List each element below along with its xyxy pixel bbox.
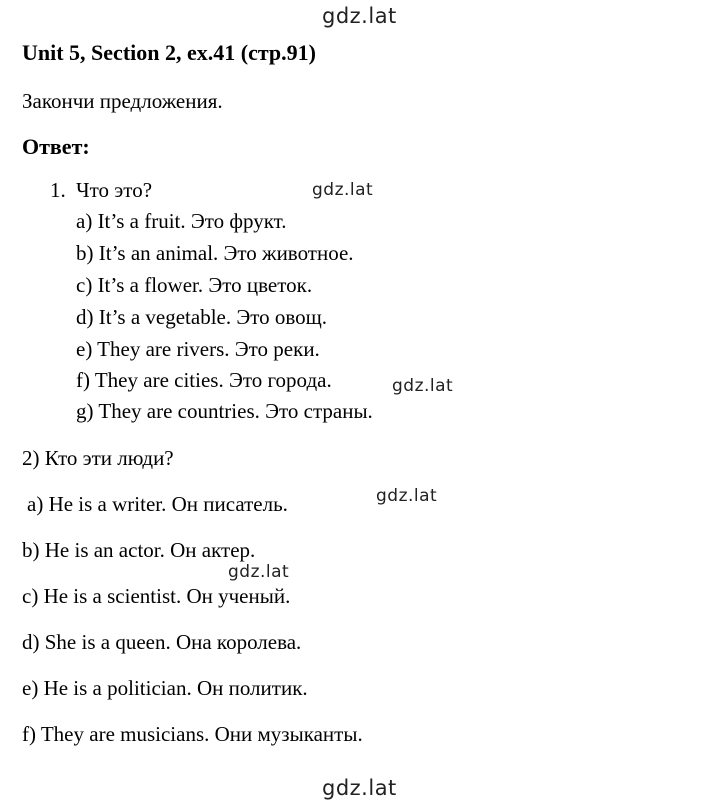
part2-item-b: b) He is an actor. Он актер. [22, 538, 256, 562]
part1-item-c: c) It’s a flower. Это цветок. [76, 273, 313, 297]
part1-number: 1. [50, 178, 66, 202]
part1-item-g: g) They are countries. Это страны. [76, 399, 373, 423]
part2-item-d: d) She is a queen. Она королева. [22, 630, 302, 654]
part2-question: 2) Кто эти люди? [22, 446, 174, 470]
exercise-title: Unit 5, Section 2, ex.41 (стр.91) [22, 40, 316, 65]
part1-item-e: e) They are rivers. Это реки. [76, 337, 320, 361]
part1-item-b: b) It’s an animal. Это животное. [76, 241, 354, 265]
part1-item-f: f) They are cities. Это города. [76, 368, 332, 392]
watermark-2: gdz.lat [392, 376, 454, 396]
watermark-4: gdz.lat [228, 562, 290, 582]
watermark-3: gdz.lat [376, 486, 438, 506]
part2-item-f: f) They are musicians. Они музыканты. [22, 722, 363, 746]
watermark-1: gdz.lat [312, 180, 374, 200]
part1-question: Что это? [76, 178, 153, 202]
part1-item-a: a) It’s a fruit. Это фрукт. [76, 209, 287, 233]
part1-item-d: d) It’s a vegetable. Это овощ. [76, 305, 328, 329]
task-instruction: Закончи предложения. [22, 89, 223, 113]
part2-item-a: a) He is a writer. Он писатель. [27, 492, 288, 516]
watermark-bottom: gdz.lat [322, 776, 397, 800]
answer-label: Ответ: [22, 134, 90, 159]
part2-item-c: c) He is a scientist. Он ученый. [22, 584, 291, 608]
part2-item-e: e) He is a politician. Он политик. [22, 676, 308, 700]
watermark-top: gdz.lat [322, 4, 397, 28]
